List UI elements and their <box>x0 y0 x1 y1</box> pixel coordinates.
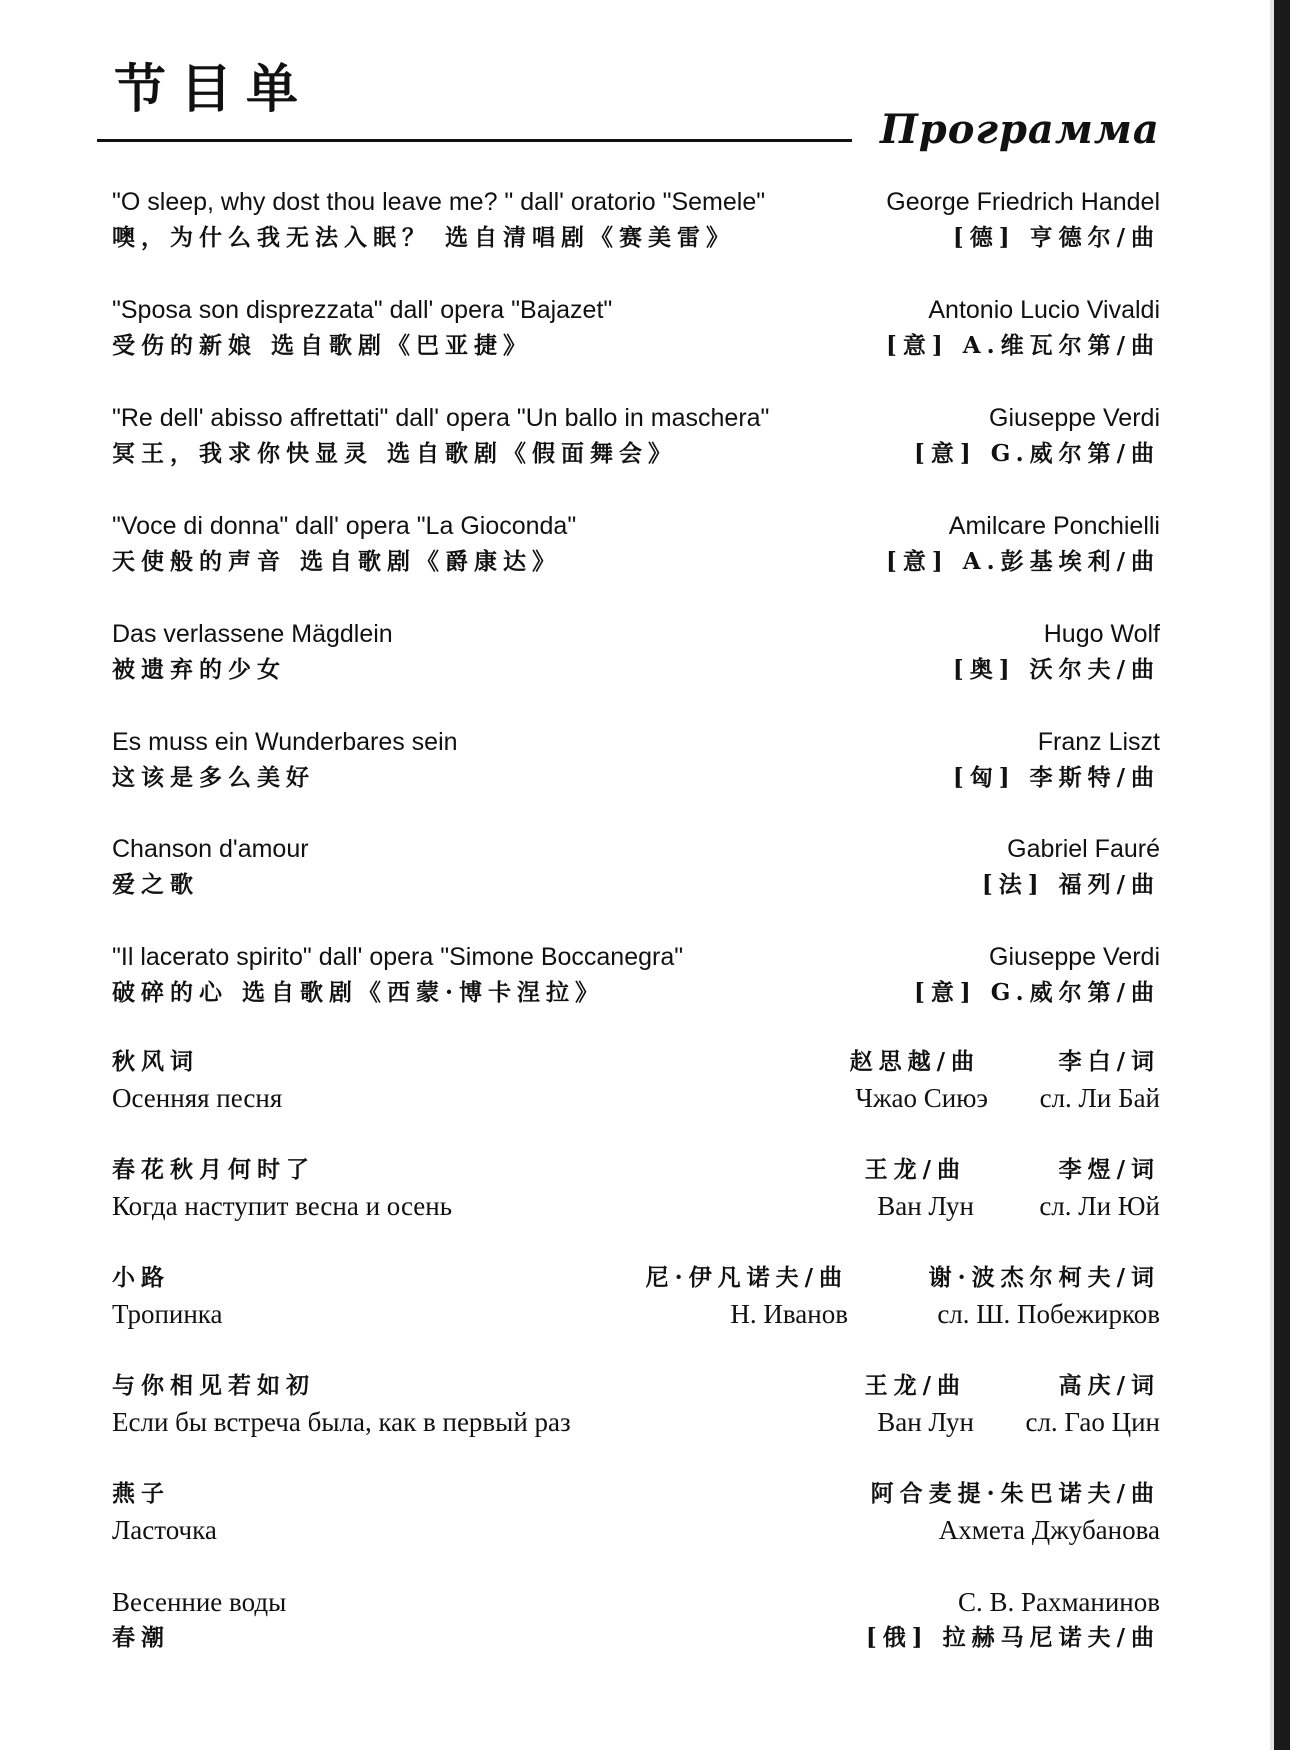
piece-title-chinese: 春花秋月何时了 <box>112 1156 315 1183</box>
piece-title: Das verlassene Mägdlein <box>112 620 393 648</box>
piece-title-chinese: 燕子 <box>112 1480 170 1507</box>
composer-name: Hugo Wolf <box>1043 620 1160 648</box>
piece-title-chinese: 小路 <box>112 1264 170 1291</box>
composer-name-chinese: 王龙/曲 <box>864 1372 966 1399</box>
composer-name: Amilcare Ponchielli <box>948 512 1160 540</box>
piece-title-chinese: 破碎的心 选自歌剧《西蒙·博卡涅拉》 <box>112 979 605 1006</box>
lyricist-name-russian: сл. Гао Цин <box>1025 1407 1160 1437</box>
piece-title-russian: Весенние воды <box>112 1587 287 1617</box>
piece-title: "Sposa son disprezzata" dall' opera "Bajazet" <box>112 296 613 324</box>
piece-title-chinese: 秋风词 <box>112 1048 199 1075</box>
composer-name-chinese: [俄] 拉赫马尼诺夫/曲 <box>865 1624 1160 1651</box>
lyricist-name-russian: сл. Ли Бай <box>1039 1083 1160 1113</box>
page-title-russian: Программа <box>880 106 1160 153</box>
piece-title: "Re dell' abisso affrettati" dall' opera "Un ballo in maschera" <box>112 404 770 432</box>
piece-title-chinese: 爱之歌 <box>112 871 199 898</box>
page-title-chinese: 节目单 <box>114 59 313 120</box>
composer-name-chinese: 尼·伊凡诺夫/曲 <box>645 1264 848 1291</box>
composer-name-russian: Н. Иванов <box>730 1299 848 1329</box>
piece-title-russian: Ласточка <box>112 1515 217 1545</box>
program-item <box>112 831 1160 905</box>
lyricist-name-russian: сл. Ш. Побежирков <box>937 1299 1160 1329</box>
piece-title-chinese: 春潮 <box>112 1624 170 1651</box>
program-item <box>112 184 1160 258</box>
piece-title: Chanson d'amour <box>112 835 309 863</box>
composer-name-russian: С. В. Рахманинов <box>958 1587 1160 1617</box>
program-item <box>112 616 1160 690</box>
composer-name: Giuseppe Verdi <box>989 404 1160 432</box>
program-item <box>112 400 1160 474</box>
composer-name-chinese: 王龙/曲 <box>864 1156 966 1183</box>
piece-title-chinese: 受伤的新娘 选自歌剧《巴亚捷》 <box>112 332 533 359</box>
program-item <box>112 292 1160 366</box>
lyricist-name-chinese: 李煜/词 <box>1058 1156 1160 1183</box>
piece-title-chinese: 天使般的声音 选自歌剧《爵康达》 <box>112 548 562 575</box>
composer-name-chinese: [意] A.维瓦尔第/曲 <box>885 332 1160 359</box>
composer-name-russian: Чжао Сиюэ <box>855 1083 988 1113</box>
composer-name-chinese: [意] G.威尔第/曲 <box>913 440 1160 467</box>
program-item <box>112 1260 1160 1334</box>
composer-name-chinese: [法] 福列/曲 <box>981 871 1160 898</box>
piece-title-russian: Если бы встреча была, как в первый раз <box>112 1407 571 1437</box>
lyricist-name-chinese: 李白/词 <box>1058 1048 1160 1075</box>
composer-name-chinese: [匈] 李斯特/曲 <box>952 764 1160 791</box>
program-item <box>112 724 1160 798</box>
lyricist-name-chinese: 高庆/词 <box>1058 1372 1160 1399</box>
composer-name-russian: Ахмета Джубанова <box>938 1515 1160 1545</box>
page-edge-border <box>1274 0 1290 1750</box>
program-item <box>112 508 1160 582</box>
program-item <box>112 1368 1160 1442</box>
program-item <box>112 1044 1160 1118</box>
piece-title-chinese: 冥王，我求你快显灵 选自歌剧《假面舞会》 <box>112 440 678 467</box>
piece-title-chinese: 被遗弃的少女 <box>112 656 286 683</box>
composer-name-chinese: 赵思越/曲 <box>849 1048 980 1075</box>
composer-name-russian: Ван Лун <box>877 1191 974 1221</box>
program-item <box>112 1476 1160 1550</box>
composer-name: Antonio Lucio Vivaldi <box>928 296 1160 324</box>
piece-title: "O sleep, why dost thou leave me? " dall' oratorio "Semele" <box>112 188 766 216</box>
composer-name-chinese: [意] G.威尔第/曲 <box>913 979 1160 1006</box>
piece-title: Es muss ein Wunderbares sein <box>112 728 458 756</box>
composer-name-chinese: [奥] 沃尔夫/曲 <box>952 656 1160 683</box>
lyricist-name-chinese: 谢·波杰尔柯夫/词 <box>928 1264 1160 1291</box>
piece-title: "Voce di donna" dall' opera "La Gioconda" <box>112 512 577 540</box>
composer-name-chinese: 阿合麦提·朱巴诺夫/曲 <box>870 1480 1160 1507</box>
composer-name: Franz Liszt <box>1037 728 1160 756</box>
lyricist-name-russian: сл. Ли Юй <box>1039 1191 1160 1221</box>
composer-name-chinese: [德] 亨德尔/曲 <box>952 224 1160 251</box>
piece-title-russian: Тропинка <box>112 1299 223 1329</box>
piece-title-chinese: 噢，为什么我无法入眠？ 选自清唱剧《赛美雷》 <box>112 224 736 251</box>
piece-title-chinese: 与你相见若如初 <box>112 1372 315 1399</box>
composer-name-chinese: [意] A.彭基埃利/曲 <box>885 548 1160 575</box>
piece-title-russian: Когда наступит весна и осень <box>112 1191 453 1221</box>
composer-name: Gabriel Fauré <box>1007 835 1160 863</box>
composer-name: George Friedrich Handel <box>886 188 1160 216</box>
program-item <box>112 1152 1160 1226</box>
piece-title-chinese: 这该是多么美好 <box>112 764 315 791</box>
program-item <box>112 939 1160 1013</box>
title-underline <box>97 139 852 142</box>
piece-title-russian: Осенняя песня <box>112 1083 283 1113</box>
composer-name-russian: Ван Лун <box>877 1407 974 1437</box>
composer-name: Giuseppe Verdi <box>989 943 1160 971</box>
program-item <box>112 1584 1160 1658</box>
piece-title: "Il lacerato spirito" dall' opera "Simone Boccanegra" <box>112 943 684 971</box>
